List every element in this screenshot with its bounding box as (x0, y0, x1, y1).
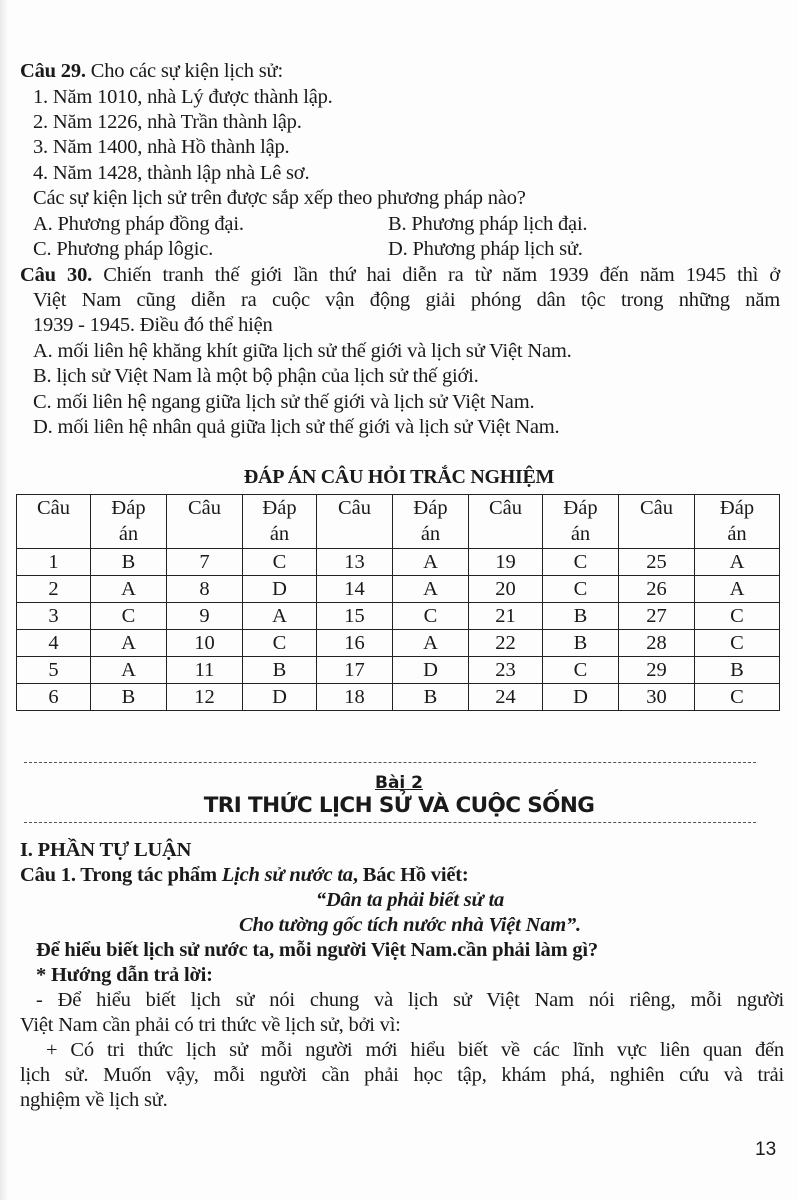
answer-letter: A (243, 603, 317, 630)
answer-letter: D (393, 657, 469, 684)
question-number: 27 (619, 603, 695, 630)
question-1-ask: Để hiểu biết lịch sử nước ta, mỗi người Việt Nam.cần phải làm gì? (36, 939, 598, 961)
answer-letter: C (695, 684, 780, 711)
question-number: 22 (469, 630, 543, 657)
question-29-option-b: B. Phương pháp lịch đại. (388, 213, 588, 235)
question-29-prompt: Cho các sự kiện lịch sử: (85, 60, 283, 82)
answer-letter: B (91, 549, 167, 576)
question-30-option-a: A. mối liên hệ khăng khít giữa lịch sử thế giới và lịch sử Việt Nam. (33, 340, 572, 362)
question-number: 17 (317, 657, 393, 684)
dashed-divider-bottom (24, 822, 756, 823)
question-29-label: Câu 29. (20, 60, 86, 82)
header-answer: Đáp án (543, 495, 619, 549)
answer-letter: C (543, 576, 619, 603)
question-30-line-2: Việt Nam cũng diễn ra cuộc vận động giải phóng dân tộc trong những năm (33, 289, 780, 311)
answer-letter: B (543, 603, 619, 630)
scan-shadow-edge (0, 0, 8, 1200)
header-question: Câu (469, 495, 543, 549)
dashed-divider-top (24, 762, 756, 763)
question-29-event-1: 1. Năm 1010, nhà Lý được thành lập. (33, 86, 333, 108)
table-row (17, 657, 780, 684)
table-row (17, 603, 780, 630)
answer-letter: A (695, 576, 780, 603)
table-row (17, 684, 780, 711)
question-30-option-b: B. lịch sử Việt Nam là một bộ phận của lịch sử thế giới. (33, 365, 479, 387)
answer-letter: B (91, 684, 167, 711)
answer-letter: D (243, 684, 317, 711)
question-number: 12 (167, 684, 243, 711)
question-number: 23 (469, 657, 543, 684)
question-30-text-1: Chiến tranh thế giới lần thứ hai diễn ra từ năm 1939 đến năm 1945 thì ở (92, 264, 780, 286)
table-row (17, 549, 780, 576)
question-number: 13 (317, 549, 393, 576)
header-answer: Đáp án (91, 495, 167, 549)
answer-paragraph-1-line-2: Việt Nam cần phải có tri thức về lịch sử, bởi vì: (20, 1014, 401, 1036)
question-30-line-3: 1939 - 1945. Điều đó thể hiện (33, 314, 273, 336)
question-29-question: Các sự kiện lịch sử trên được sắp xếp theo phương pháp nào? (33, 187, 526, 209)
question-29-event-4: 4. Năm 1428, thành lập nhà Lê sơ. (33, 162, 310, 184)
question-number: 14 (317, 576, 393, 603)
answer-paragraph-1-line-1: - Để hiểu biết lịch sử nói chung và lịch sử Việt Nam nói riêng, mỗi người (36, 989, 784, 1011)
header-question: Câu (17, 495, 91, 549)
question-29-event-3: 3. Năm 1400, nhà Hồ thành lập. (33, 136, 290, 158)
answer-letter: D (543, 684, 619, 711)
question-number: 24 (469, 684, 543, 711)
question-29-heading (20, 58, 283, 84)
quote-line-1: “Dân ta phải biết sử ta (315, 889, 505, 911)
answer-letter: C (543, 549, 619, 576)
answer-letter: C (243, 630, 317, 657)
question-number: 7 (167, 549, 243, 576)
question-number: 20 (469, 576, 543, 603)
question-30-option-d: D. mối liên hệ nhân quả giữa lịch sử thế giới và lịch sử Việt Nam. (33, 416, 560, 438)
header-answer: Đáp án (695, 495, 780, 549)
header-question: Câu (619, 495, 695, 549)
question-number: 25 (619, 549, 695, 576)
question-1-heading: Câu 1. Trong tác phẩm Lịch sử nước ta, Bác Hồ viết: (20, 864, 469, 886)
lesson-number: Bài 2 (374, 773, 423, 793)
answer-letter: C (91, 603, 167, 630)
question-number: 19 (469, 549, 543, 576)
answer-letter: A (91, 657, 167, 684)
header-question: Câu (167, 495, 243, 549)
question-29-event-2: 2. Năm 1226, nhà Trần thành lập. (33, 111, 302, 133)
question-number: 9 (167, 603, 243, 630)
answer-paragraph-2-line-3: nghiệm về lịch sử. (20, 1089, 168, 1111)
question-number: 21 (469, 603, 543, 630)
answer-paragraph-2-line-2: lịch sử. Muốn vậy, mỗi người cần phải học tập, khám phá, nghiên cứu và trải (20, 1064, 784, 1086)
lesson-title: TRI THỨC LỊCH SỬ VÀ CUỘC SỐNG (203, 793, 595, 818)
answer-guide-label: * Hướng dẫn trả lời: (36, 964, 213, 986)
work-title: Lịch sử nước ta (221, 864, 353, 886)
question-30-label: Câu 30. (20, 264, 93, 286)
question-number: 15 (317, 603, 393, 630)
question-number: 4 (17, 630, 91, 657)
header-answer: Đáp án (393, 495, 469, 549)
question-29-option-d: D. Phương pháp lịch sử. (388, 238, 583, 260)
section-title: I. PHẦN TỰ LUẬN (20, 839, 192, 861)
answer-key-table (16, 494, 780, 711)
answer-letter: C (393, 603, 469, 630)
answer-letter: A (91, 630, 167, 657)
answer-letter: A (393, 549, 469, 576)
answer-letter: C (243, 549, 317, 576)
question-number: 8 (167, 576, 243, 603)
answer-letter: A (91, 576, 167, 603)
question-number: 5 (17, 657, 91, 684)
question-number: 6 (17, 684, 91, 711)
answer-letter: C (543, 657, 619, 684)
answer-letter: B (695, 657, 780, 684)
question-29-option-a: A. Phương pháp đồng đại. (33, 213, 244, 235)
question-number: 30 (619, 684, 695, 711)
header-answer: Đáp án (243, 495, 317, 549)
answer-letter: A (393, 576, 469, 603)
page-number: 13 (755, 1139, 777, 1160)
question-number: 26 (619, 576, 695, 603)
answer-letter: C (695, 603, 780, 630)
question-number: 11 (167, 657, 243, 684)
question-number: 3 (17, 603, 91, 630)
answer-letter: B (543, 630, 619, 657)
answer-letter: D (243, 576, 317, 603)
answer-key-header-row (17, 495, 780, 549)
quote-line-2: Cho tường gốc tích nước nhà Việt Nam”. (239, 914, 581, 936)
question-number: 29 (619, 657, 695, 684)
answer-letter: B (393, 684, 469, 711)
answer-letter: C (695, 630, 780, 657)
question-number: 18 (317, 684, 393, 711)
question-number: 10 (167, 630, 243, 657)
answer-letter: A (393, 630, 469, 657)
question-29-option-c: C. Phương pháp lôgic. (33, 238, 214, 260)
table-row (17, 576, 780, 603)
header-question: Câu (317, 495, 393, 549)
answer-key-title: ĐÁP ÁN CÂU HỎI TRẮC NGHIỆM (243, 466, 555, 488)
answer-letter: A (695, 549, 780, 576)
answer-letter: B (243, 657, 317, 684)
question-30-option-c: C. mối liên hệ ngang giữa lịch sử thế giới và lịch sử Việt Nam. (33, 391, 535, 413)
question-number: 1 (17, 549, 91, 576)
question-30-line-1 (20, 262, 780, 288)
question-number: 28 (619, 630, 695, 657)
answer-paragraph-2-line-1: + Có tri thức lịch sử mỗi người mới hiểu biết về các lĩnh vực liên quan đến (46, 1039, 784, 1061)
table-row (17, 630, 780, 657)
question-number: 2 (17, 576, 91, 603)
question-number: 16 (317, 630, 393, 657)
